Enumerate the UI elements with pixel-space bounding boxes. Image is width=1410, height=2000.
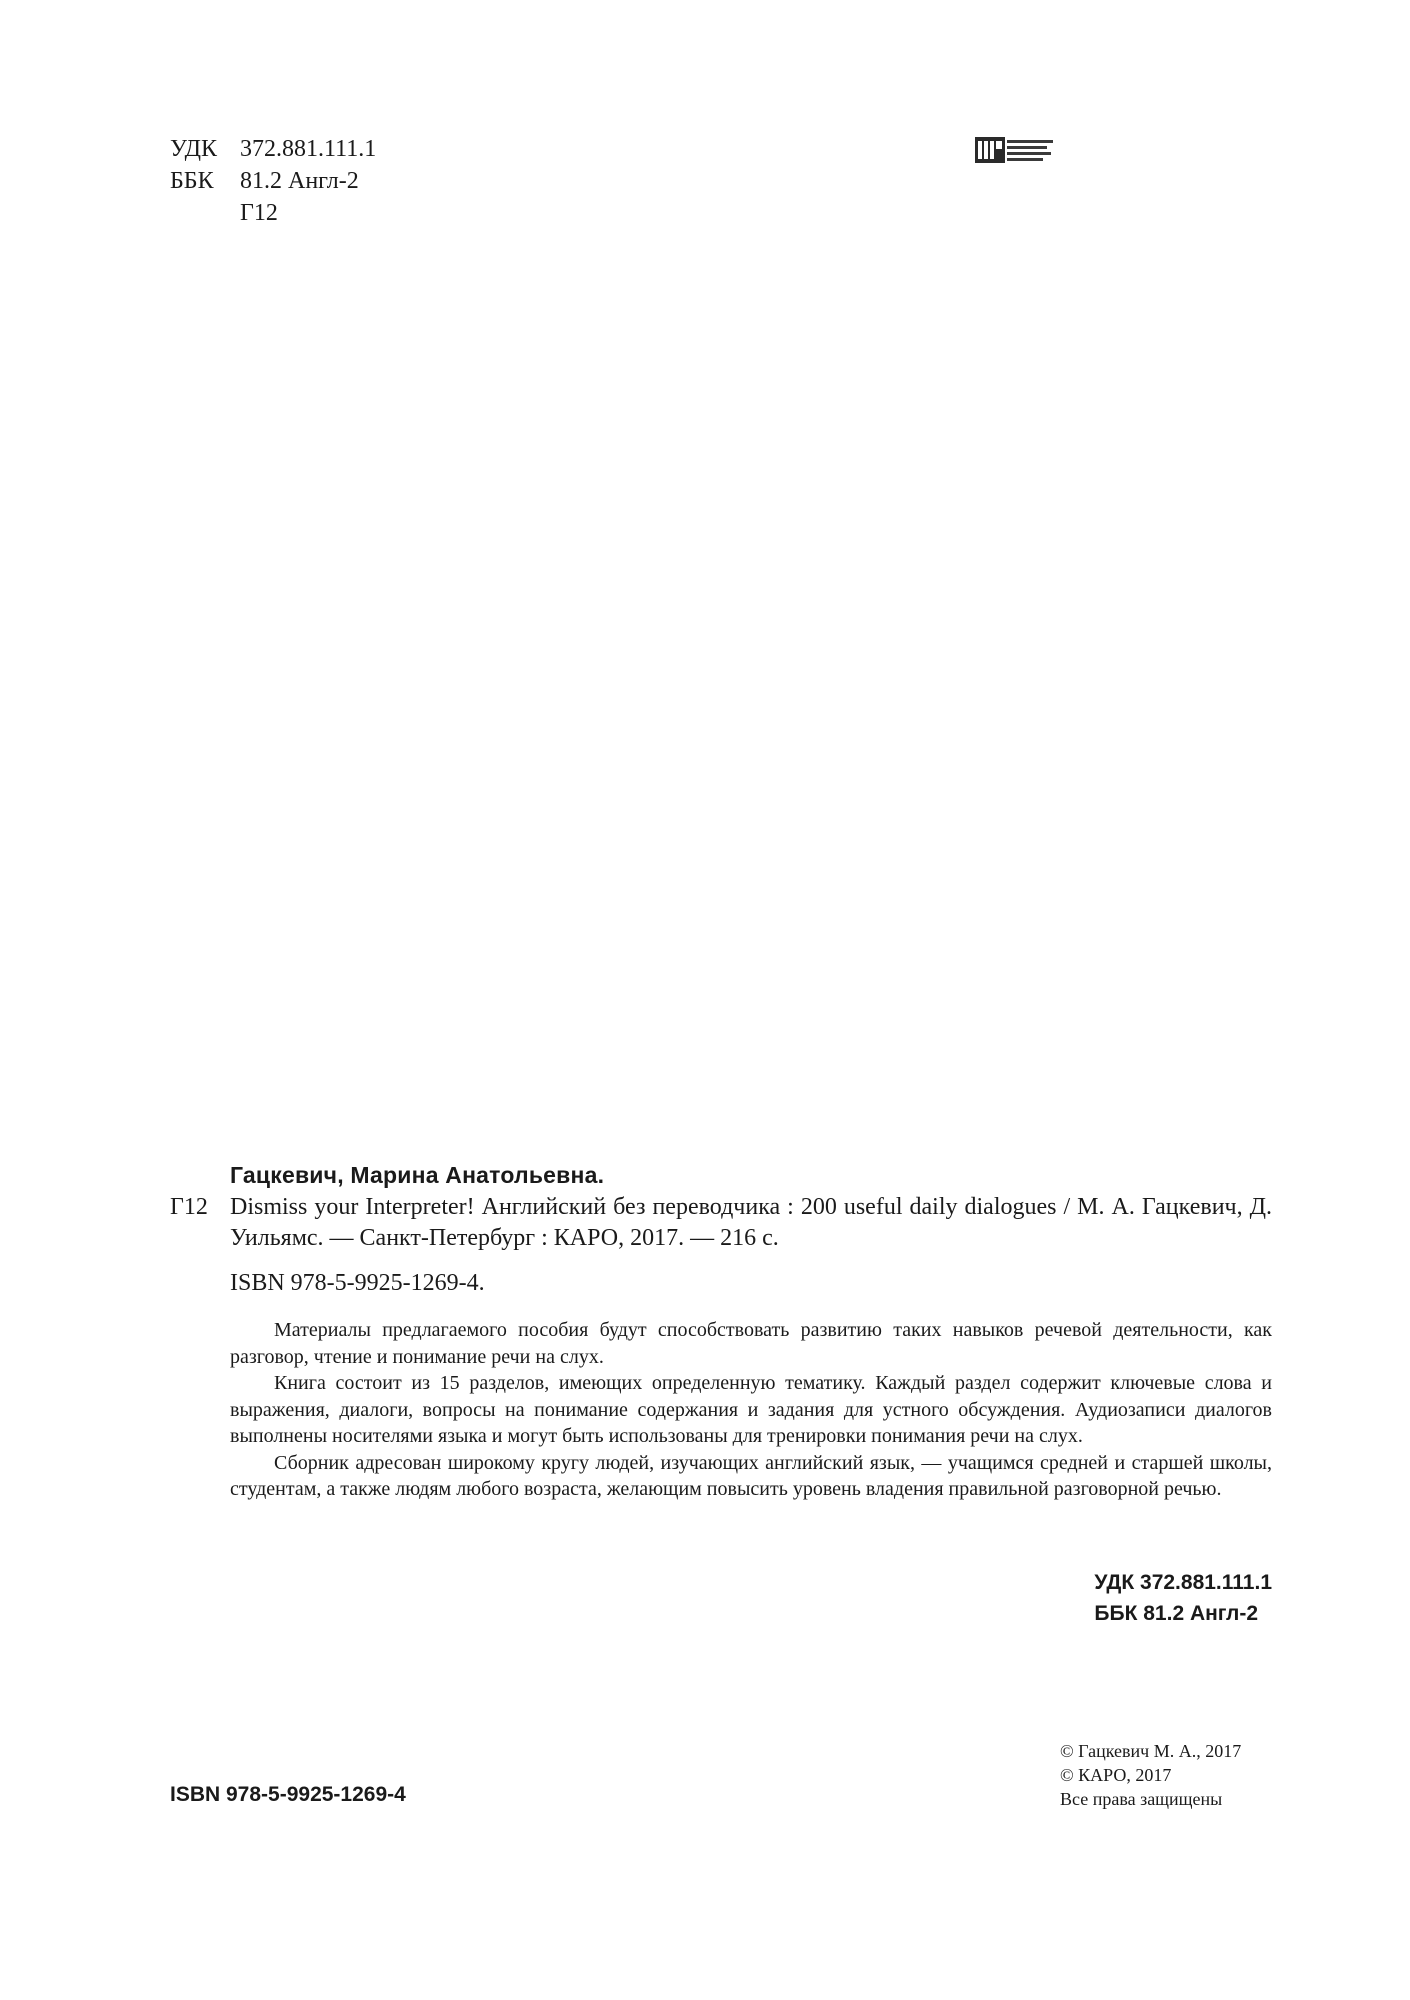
author-mark-row [170, 197, 376, 229]
udk-bottom: УДК 372.881.111.1 [1094, 1571, 1272, 1594]
udk-value: 372.881.111.1 [240, 136, 377, 162]
rights-reserved: Все права защищены [1060, 1789, 1223, 1809]
entry-code: Г12 [170, 1194, 208, 1220]
copyright-block [1060, 1739, 1241, 1811]
annotation-paragraph: Материалы предлагаемого пособия будут способствовать развитию таких навыков речевой деятельности, как разговор, чтение и понимание речи на слух. [230, 1319, 1272, 1368]
author-mark: Г12 [240, 200, 278, 226]
bbk-value: 81.2 Англ-2 [240, 168, 359, 194]
entry-isbn: ISBN 978-5-9925-1269-4. [230, 1270, 485, 1296]
bbk-row [170, 165, 376, 197]
annotation-paragraph: Сборник адресован широкому кругу людей, изучающих английский язык, — учащимся средней и старшей школы, студентам, а также людям любого возраста, желающим повысить уровень владения правильной разговорной речью. [230, 1451, 1272, 1500]
entry-row [170, 1192, 1272, 1254]
copyright-publisher: © КАРО, 2017 [1060, 1765, 1172, 1785]
bbk-label: ББК [170, 168, 214, 194]
copyright-author: © Гацкевич М. А., 2017 [1060, 1741, 1242, 1761]
classification-top [170, 133, 376, 229]
udk-row [170, 133, 376, 165]
entry-description: Dismiss your Interpreter! Английский без переводчика : 200 useful daily dialogues / М. А. Гацкевич, Д. Уильямс. — Санкт-Петербург : КАРО, 2017. — 216 с. [230, 1194, 1272, 1251]
classification-bottom [1094, 1567, 1272, 1629]
annotation-paragraph: Книга состоит из 15 разделов, имеющих определенную тематику. Каждый раздел содержит ключевые слова и выражения, диалоги, вопросы на понимание содержания и задания для устного обсуждения. Аудиозаписи диалогов выполнены носителями языка и могут быть использованы для тренировки понимания речи на слух. [230, 1372, 1272, 1447]
author-name: Гацкевич, Марина Анатольевна. [230, 1162, 605, 1188]
publisher-logo-icon [975, 137, 1055, 163]
bibliographic-entry [170, 1160, 1272, 1299]
udk-label: УДК [170, 136, 217, 162]
isbn-bottom: ISBN 978-5-9925-1269-4 [170, 1783, 406, 1806]
annotation [230, 1317, 1272, 1503]
bbk-bottom: ББК 81.2 Англ-2 [1094, 1602, 1259, 1625]
